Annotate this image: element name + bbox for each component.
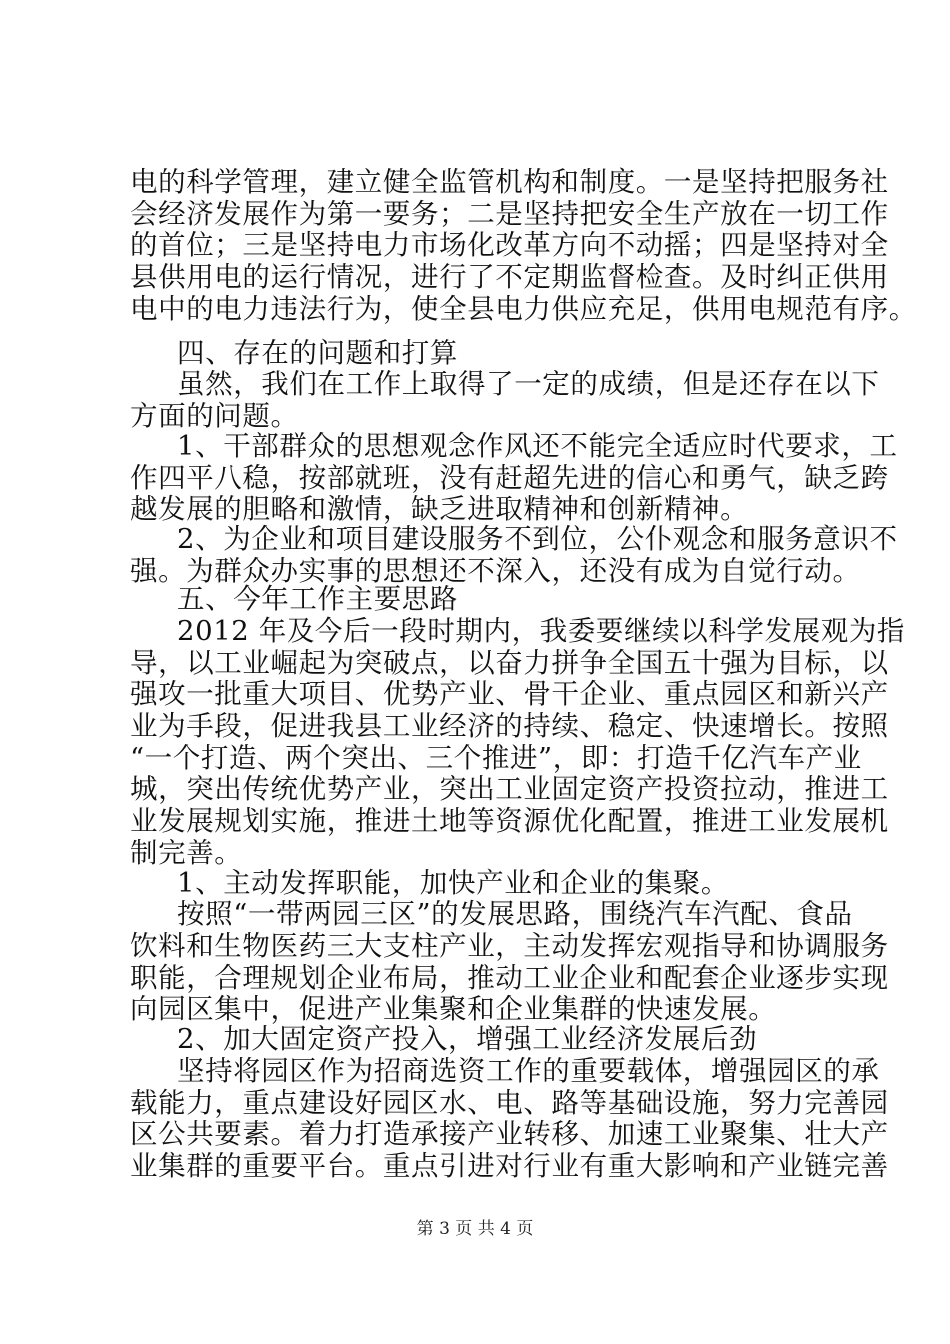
text-line: 会经济发展作为第一要务；二是坚持把安全生产放在一切工作 [130,198,889,230]
text-line: 制完善。 [130,837,243,869]
subsection-heading: 1、主动发挥职能，加快产业和企业的集聚。 [177,867,729,899]
text-line: 饮料和生物医药三大支柱产业，主动发挥宏观指导和协调服务 [130,930,889,962]
text-line: 方面的问题。 [130,400,299,432]
text-line: 导，以工业崛起为突破点，以奋力拼争全国五十强为目标，以 [130,647,889,679]
text-line: 作四平八稳，按部就班，没有赶超先进的信心和勇气，缺乏跨 [130,462,889,494]
page-number-footer: 第 3 页 共 4 页 [416,1219,534,1239]
text-line: 的首位；三是坚持电力市场化改革方向不动摇；四是坚持对全 [130,229,889,261]
text-line: 业发展规划实施，推进土地等资源优化配置，推进工业发展机 [130,805,889,837]
text-line: 职能，合理规划企业布局，推动工业企业和配套企业逐步实现 [130,962,889,994]
text-line: 县供用电的运行情况，进行了不定期监督检查。及时纠正供用 [130,261,889,293]
text-line: 强攻一批重大项目、优势产业、骨干企业、重点园区和新兴产 [130,678,889,710]
subsection-heading: 2、加大固定资产投入，增强工业经济发展后劲 [177,1023,758,1055]
text-line: 强。为群众办实事的思想还不深入，还没有成为自觉行动。 [130,555,861,587]
text-line: 坚持将园区作为招商选资工作的重要载体，增强园区的承 [177,1055,880,1087]
text-line: 虽然，我们在工作上取得了一定的成绩，但是还存在以下 [177,368,880,400]
text-line: “一个打造、两个突出、三个推进”，即：打造千亿汽车产业 [130,742,862,774]
text-line: 电中的电力违法行为，使全县电力供应充足，供用电规范有序。 [130,293,917,325]
text-line: 业为手段，促进我县工业经济的持续、稳定、快速增长。按照 [130,710,889,742]
text-line: 1、干部群众的思想观念作风还不能完全适应时代要求，工 [177,430,898,462]
text-line: 区公共要素。着力打造承接产业转移、加速工业聚集、壮大产 [130,1118,889,1150]
text-line: 按照“一带两园三区”的发展思路，围绕汽车汽配、食品 [177,898,853,930]
text-line: 2、为企业和项目建设服务不到位，公仆观念和服务意识不 [177,523,898,555]
section-heading: 五、今年工作主要思路 [177,583,458,615]
text-line: 向园区集中，促进产业集聚和企业集群的快速发展。 [130,993,777,1025]
text-line: 业集群的重要平台。重点引进对行业有重大影响和产业链完善 [130,1150,889,1182]
text-line: 城，突出传统优势产业，突出工业固定资产投资拉动，推进工 [130,773,889,805]
text-line: 越发展的胆略和激情，缺乏进取精神和创新精神。 [130,493,749,525]
text-line: 2012 年及今后一段时期内，我委要继续以科学发展观为指 [177,615,906,647]
text-line: 载能力，重点建设好园区水、电、路等基础设施，努力完善园 [130,1087,889,1119]
text-line: 电的科学管理，建立健全监管机构和制度。一是坚持把服务社 [130,166,889,198]
section-heading: 四、存在的问题和打算 [177,337,458,369]
